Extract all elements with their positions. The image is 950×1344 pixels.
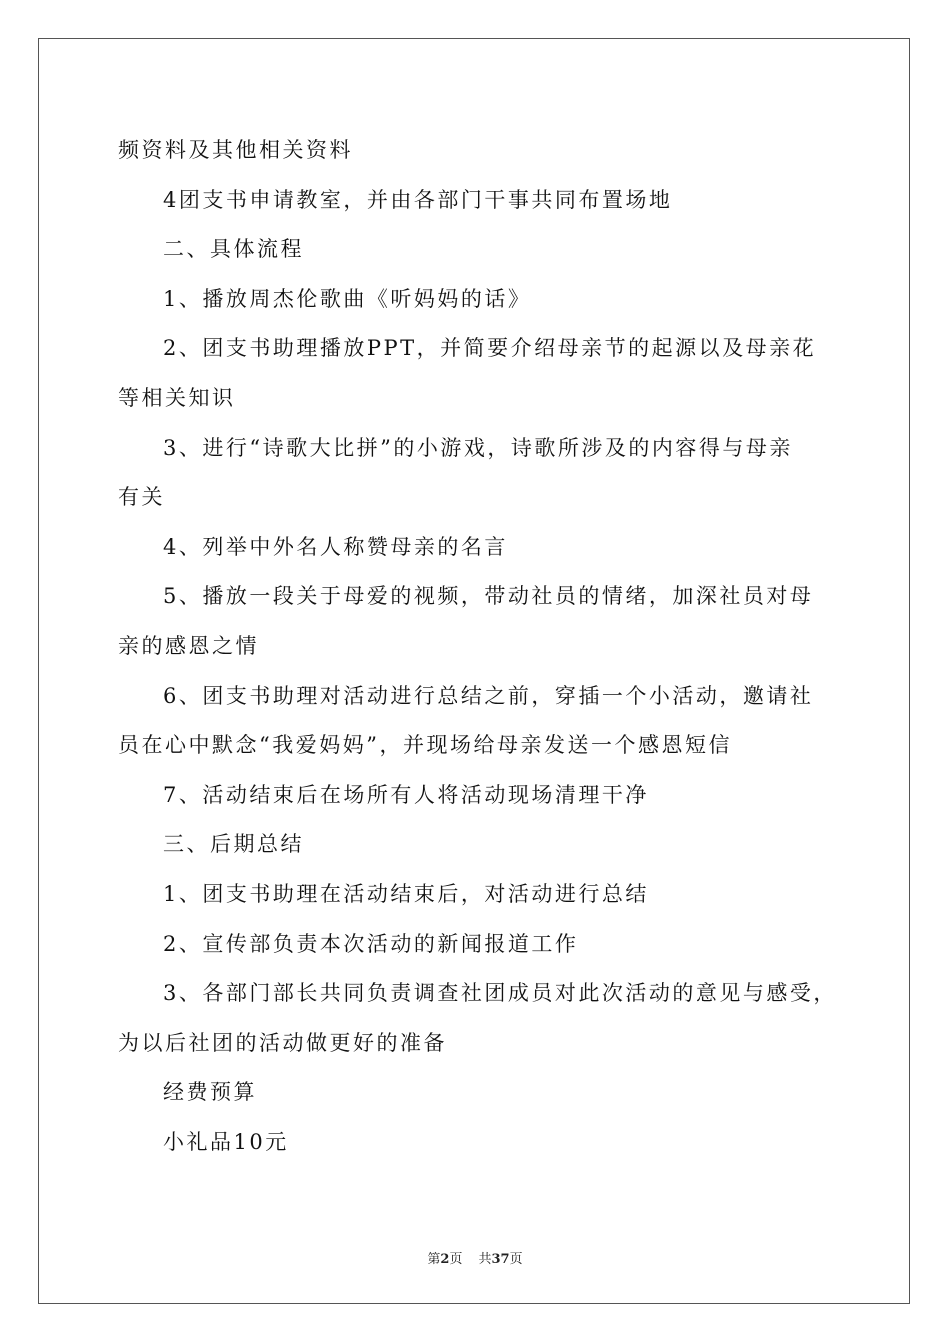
current-page-number: 2 (440, 1252, 450, 1267)
list-item: 7、活动结束后在场所有人将活动现场清理干净 (163, 782, 649, 807)
list-item: 3、进行“诗歌大比拼”的小游戏，诗歌所涉及的内容得与母亲 (163, 435, 793, 460)
section-heading: 三、后期总结 (163, 832, 304, 857)
total-page-count: 37 (491, 1252, 510, 1267)
document-body (118, 126, 837, 1167)
budget-heading: 经费预算 (163, 1080, 257, 1105)
list-item-continuation: 为以后社团的活动做更好的准备 (118, 1030, 447, 1055)
list-item: 1、播放周杰伦歌曲《听妈妈的话》 (163, 286, 532, 311)
list-item: 2、团支书助理播放PPT，并简要介绍母亲节的起源以及母亲花 (163, 336, 817, 361)
list-item-continuation: 等相关知识 (118, 385, 236, 410)
list-item-continuation: 有关 (118, 485, 165, 510)
list-item: 6、团支书助理对活动进行总结之前，穿插一个小活动，邀请社 (163, 683, 814, 708)
list-item-continuation: 员在心中默念“我爱妈妈”，并现场给母亲发送一个感恩短信 (118, 733, 732, 758)
list-item: 2、宣传部负责本次活动的新闻报道工作 (163, 931, 579, 956)
budget-item: 小礼品10元 (163, 1129, 289, 1154)
total-prefix: 共 (478, 1252, 492, 1267)
section-heading: 二、具体流程 (163, 237, 304, 262)
page-footer (0, 1248, 950, 1267)
list-item: 3、各部门部长共同负责调查社团成员对此次活动的意见与感受， (163, 981, 837, 1006)
list-item: 5、播放一段关于母爱的视频，带动社员的情绪，加深社员对母 (163, 584, 814, 609)
page-prefix: 第 (427, 1252, 441, 1267)
list-item: 1、团支书助理在活动结束后，对活动进行总结 (163, 881, 649, 906)
page-suffix: 页 (449, 1252, 463, 1267)
list-item: 4、列举中外名人称赞母亲的名言 (163, 534, 508, 559)
list-item-continuation: 亲的感恩之情 (118, 633, 259, 658)
text-line: 频资料及其他相关资料 (118, 138, 353, 162)
text-line: 4团支书申请教室，并由各部门干事共同布置场地 (163, 187, 673, 212)
total-suffix: 页 (509, 1252, 523, 1267)
